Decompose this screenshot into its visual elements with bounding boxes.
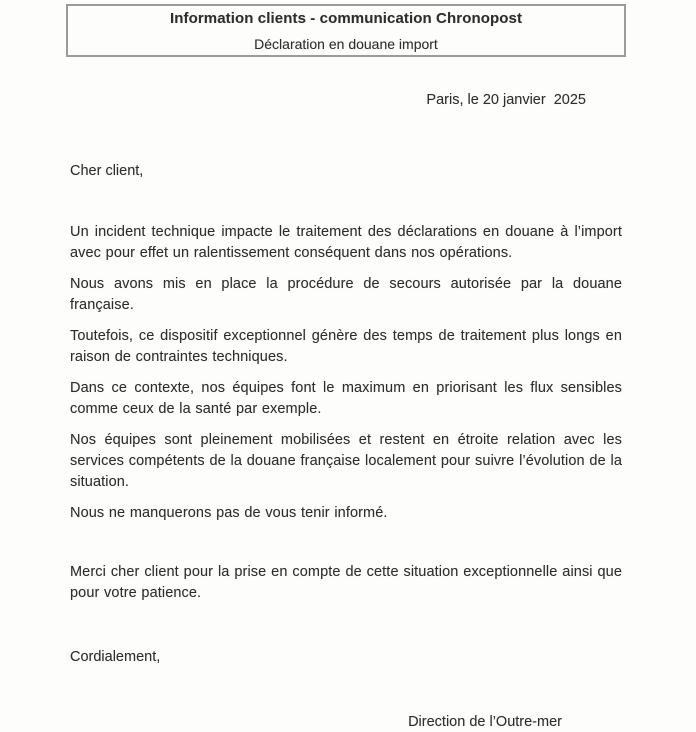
letter-title: Information clients - communication Chronopost	[169, 10, 523, 27]
letter-subtitle: Déclaration en douane import	[254, 36, 438, 52]
paragraph-procedure-secours: Nous avons mis en place la procédure de secours autorisée par la douane française.	[70, 276, 622, 313]
paragraph-incident: Un incident technique impacte le traitement des déclarations en douane à l’import avec pour effet un ralentissement conséquent dans nos opérations.	[70, 224, 622, 261]
closing: Cordialement,	[70, 649, 161, 665]
dateline: Paris, le 20 janvier 2025	[426, 92, 586, 108]
paragraph-toutefois: Toutefois, ce dispositif exceptionnel génère des temps de traitement plus longs en raison de contraintes techniques.	[70, 328, 622, 365]
paragraph-equipes-mobilisees: Nos équipes sont pleinement mobilisées et restent en étroite relation avec les services compétents de la douane française localement pour suivre l’évolution de la situation.	[70, 432, 622, 490]
paragraph-remerciement: Merci cher client pour la prise en compte de cette situation exceptionnelle ainsi que pour votre patience.	[70, 564, 622, 601]
signature: Direction de l’Outre-mer	[408, 714, 562, 730]
paragraph-tenir-informe: Nous ne manquerons pas de vous tenir informé.	[70, 505, 388, 521]
header-box	[66, 4, 626, 57]
paragraph-flux-sensibles: Dans ce contexte, nos équipes font le maximum en priorisant les flux sensibles comme ceux de la santé par exemple.	[70, 380, 622, 417]
salutation: Cher client,	[70, 163, 144, 179]
